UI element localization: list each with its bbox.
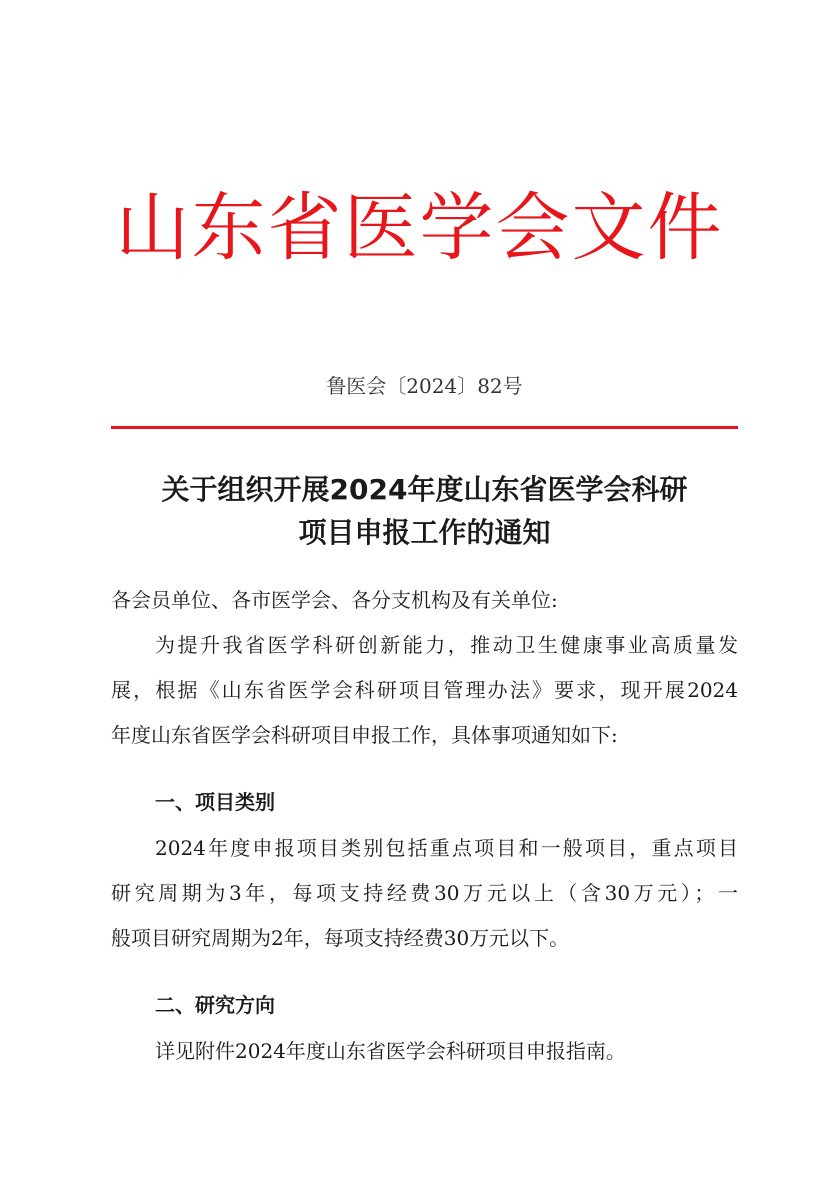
- notice-title-line-1: 关于组织开展2024年度山东省医学会科研: [161, 473, 688, 506]
- intro-line: 年度山东省医学会科研项目申报工作，具体事项通知如下:: [111, 723, 618, 747]
- section-line: 般项目研究周期为2年，每项支持经费30万元以下。: [111, 926, 570, 950]
- notice-title-line-2: 项目申报工作的通知: [298, 516, 551, 549]
- section-line: 研究周期为3年，每项支持经费30万元以上（含30万元）；一: [111, 881, 738, 905]
- section-heading: 一、项目类别: [155, 790, 275, 814]
- intro-line: 展，根据《山东省医学会科研项目管理办法》要求，现开展2024: [111, 678, 738, 702]
- intro-line: 为提升我省医学科研创新能力，推动卫生健康事业高质量发: [155, 633, 738, 657]
- red-divider: [111, 426, 738, 429]
- section-line: 详见附件2024年度山东省医学会科研项目申报指南。: [155, 1039, 626, 1063]
- section-heading: 二、研究方向: [155, 993, 275, 1017]
- document-number: 鲁医会〔2024〕82号: [326, 374, 523, 398]
- masthead-title: 山东省医学会文件: [115, 185, 724, 271]
- salutation: 各会员单位、各市医学会、各分支机构及有关单位:: [111, 588, 558, 612]
- section-line: 2024年度申报项目类别包括重点项目和一般项目，重点项目: [155, 836, 738, 860]
